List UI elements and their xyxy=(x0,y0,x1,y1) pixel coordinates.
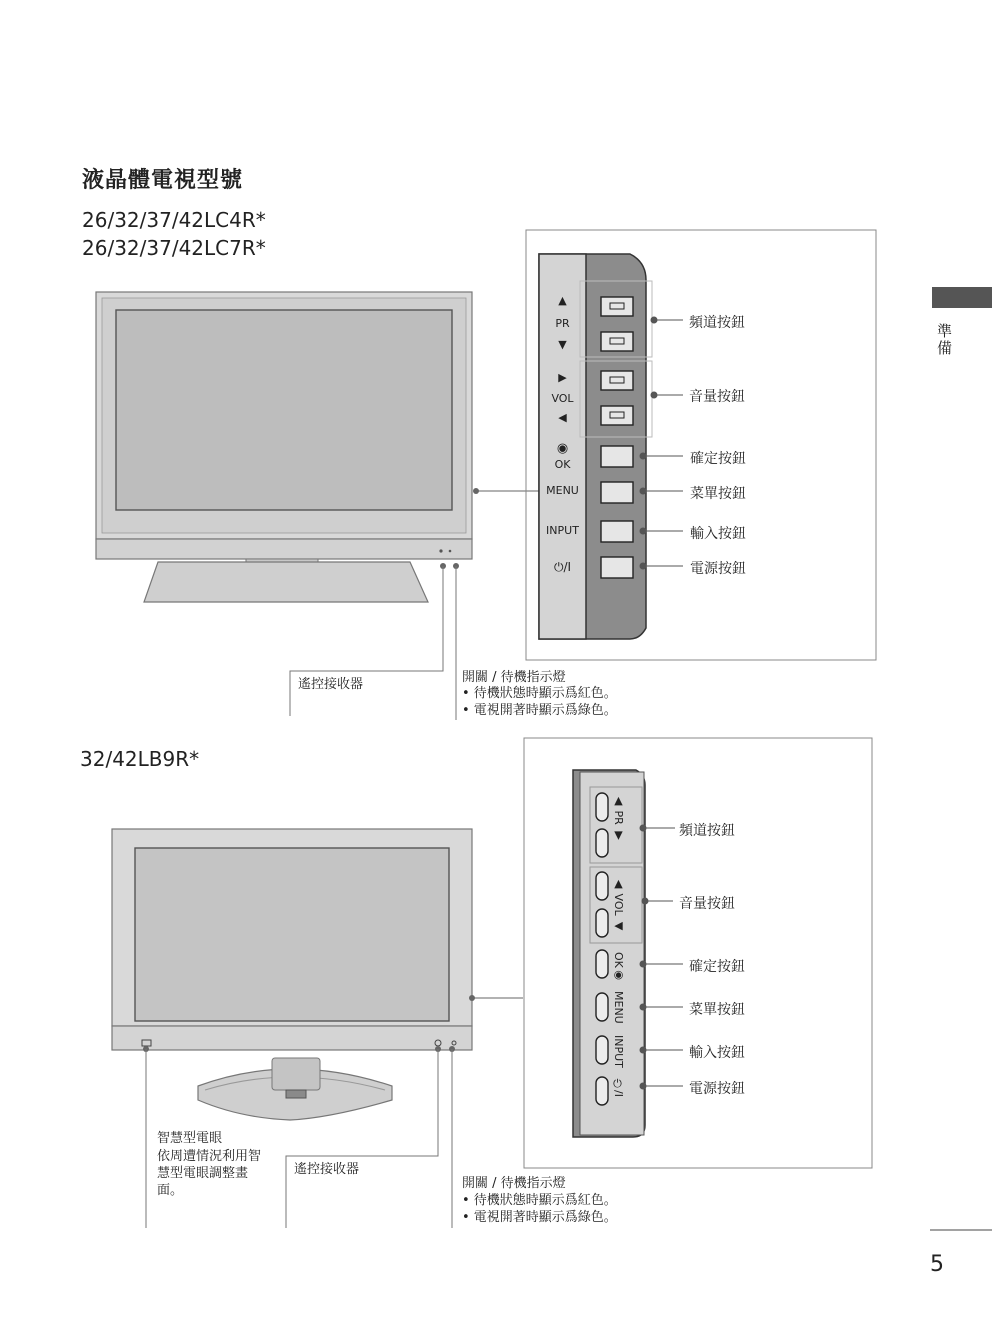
label-channel-1: 頻道按鈕 xyxy=(689,315,745,331)
smart-eye-line2: 慧型電眼調整畫 xyxy=(157,1166,249,1181)
label-ok-2: 確定按鈕 xyxy=(689,959,745,975)
side-control-panel-2 xyxy=(573,770,645,1137)
label-power-2: 電源按鈕 xyxy=(689,1081,745,1097)
indicator-line1-1: • 待機狀態時顯示爲紅色。 xyxy=(462,686,617,701)
smart-eye-title: 智慧型電眼 xyxy=(157,1131,223,1146)
pr-up-icon: ▲ xyxy=(558,294,567,307)
pr-down-icon: ▼ xyxy=(558,338,567,351)
indicator-title-1: 開關 / 待機指示燈 xyxy=(462,670,566,685)
vol-right-icon: ▶ xyxy=(558,371,567,384)
page-title: 液晶體電視型號 xyxy=(82,168,244,193)
menu-label: MENU xyxy=(546,484,579,497)
power-icon: ⏻/I xyxy=(553,560,572,574)
tv-illustration-1 xyxy=(96,292,472,602)
remote-receiver-label-1: 遙控接收器 xyxy=(298,677,364,692)
ok-label: OK xyxy=(554,458,571,471)
menu-label-2: MENU xyxy=(612,991,625,1024)
side-tab-label: 準備 xyxy=(935,323,953,357)
input-label-2: INPUT xyxy=(612,1035,625,1068)
label-menu-2: 菜單按鈕 xyxy=(689,1002,745,1018)
smart-eye-line3: 面。 xyxy=(157,1183,184,1198)
remote-receiver-label-2: 遙控接收器 xyxy=(294,1162,360,1177)
label-input-1: 輸入按鈕 xyxy=(690,526,746,542)
ok-label-2: OK◉ xyxy=(612,952,625,981)
vol-label: VOL xyxy=(551,392,574,405)
model-line-1: 26/32/37/42LC4R* xyxy=(82,208,266,232)
page-number: 5 xyxy=(930,1252,944,1277)
model-line-2: 26/32/37/42LC7R* xyxy=(82,236,266,260)
vol-label-2: ▲ VOL ◀ xyxy=(612,877,625,933)
label-volume-1: 音量按鈕 xyxy=(689,389,745,405)
pr-label: PR xyxy=(555,317,570,330)
indicator-line2-1: • 電視開著時顯示爲綠色。 xyxy=(462,703,617,718)
vol-left-icon: ◀ xyxy=(558,411,567,424)
label-input-2: 輸入按鈕 xyxy=(689,1045,745,1061)
label-volume-2: 音量按鈕 xyxy=(679,896,735,912)
label-power-1: 電源按鈕 xyxy=(690,561,746,577)
ok-icon: ◉ xyxy=(556,441,569,456)
indicator-line1-2: • 待機狀態時顯示爲紅色。 xyxy=(462,1193,617,1208)
input-label: INPUT xyxy=(546,524,579,537)
smart-eye-line1: 依周遭情況利用智 xyxy=(157,1149,262,1164)
indicator-title-2: 開關 / 待機指示燈 xyxy=(462,1176,566,1191)
pr-label-2: ▲ PR ▼ xyxy=(612,794,625,842)
tv-illustration-2 xyxy=(112,829,472,1120)
label-ok-1: 確定按鈕 xyxy=(690,451,746,467)
label-channel-2: 頻道按鈕 xyxy=(679,823,735,839)
indicator-line2-2: • 電視開著時顯示爲綠色。 xyxy=(462,1210,617,1225)
label-menu-1: 菜單按鈕 xyxy=(690,486,746,502)
power-icon-2: ⏻/I xyxy=(612,1079,625,1097)
side-tab-bar xyxy=(932,287,992,308)
model-line-3: 32/42LB9R* xyxy=(80,747,200,771)
